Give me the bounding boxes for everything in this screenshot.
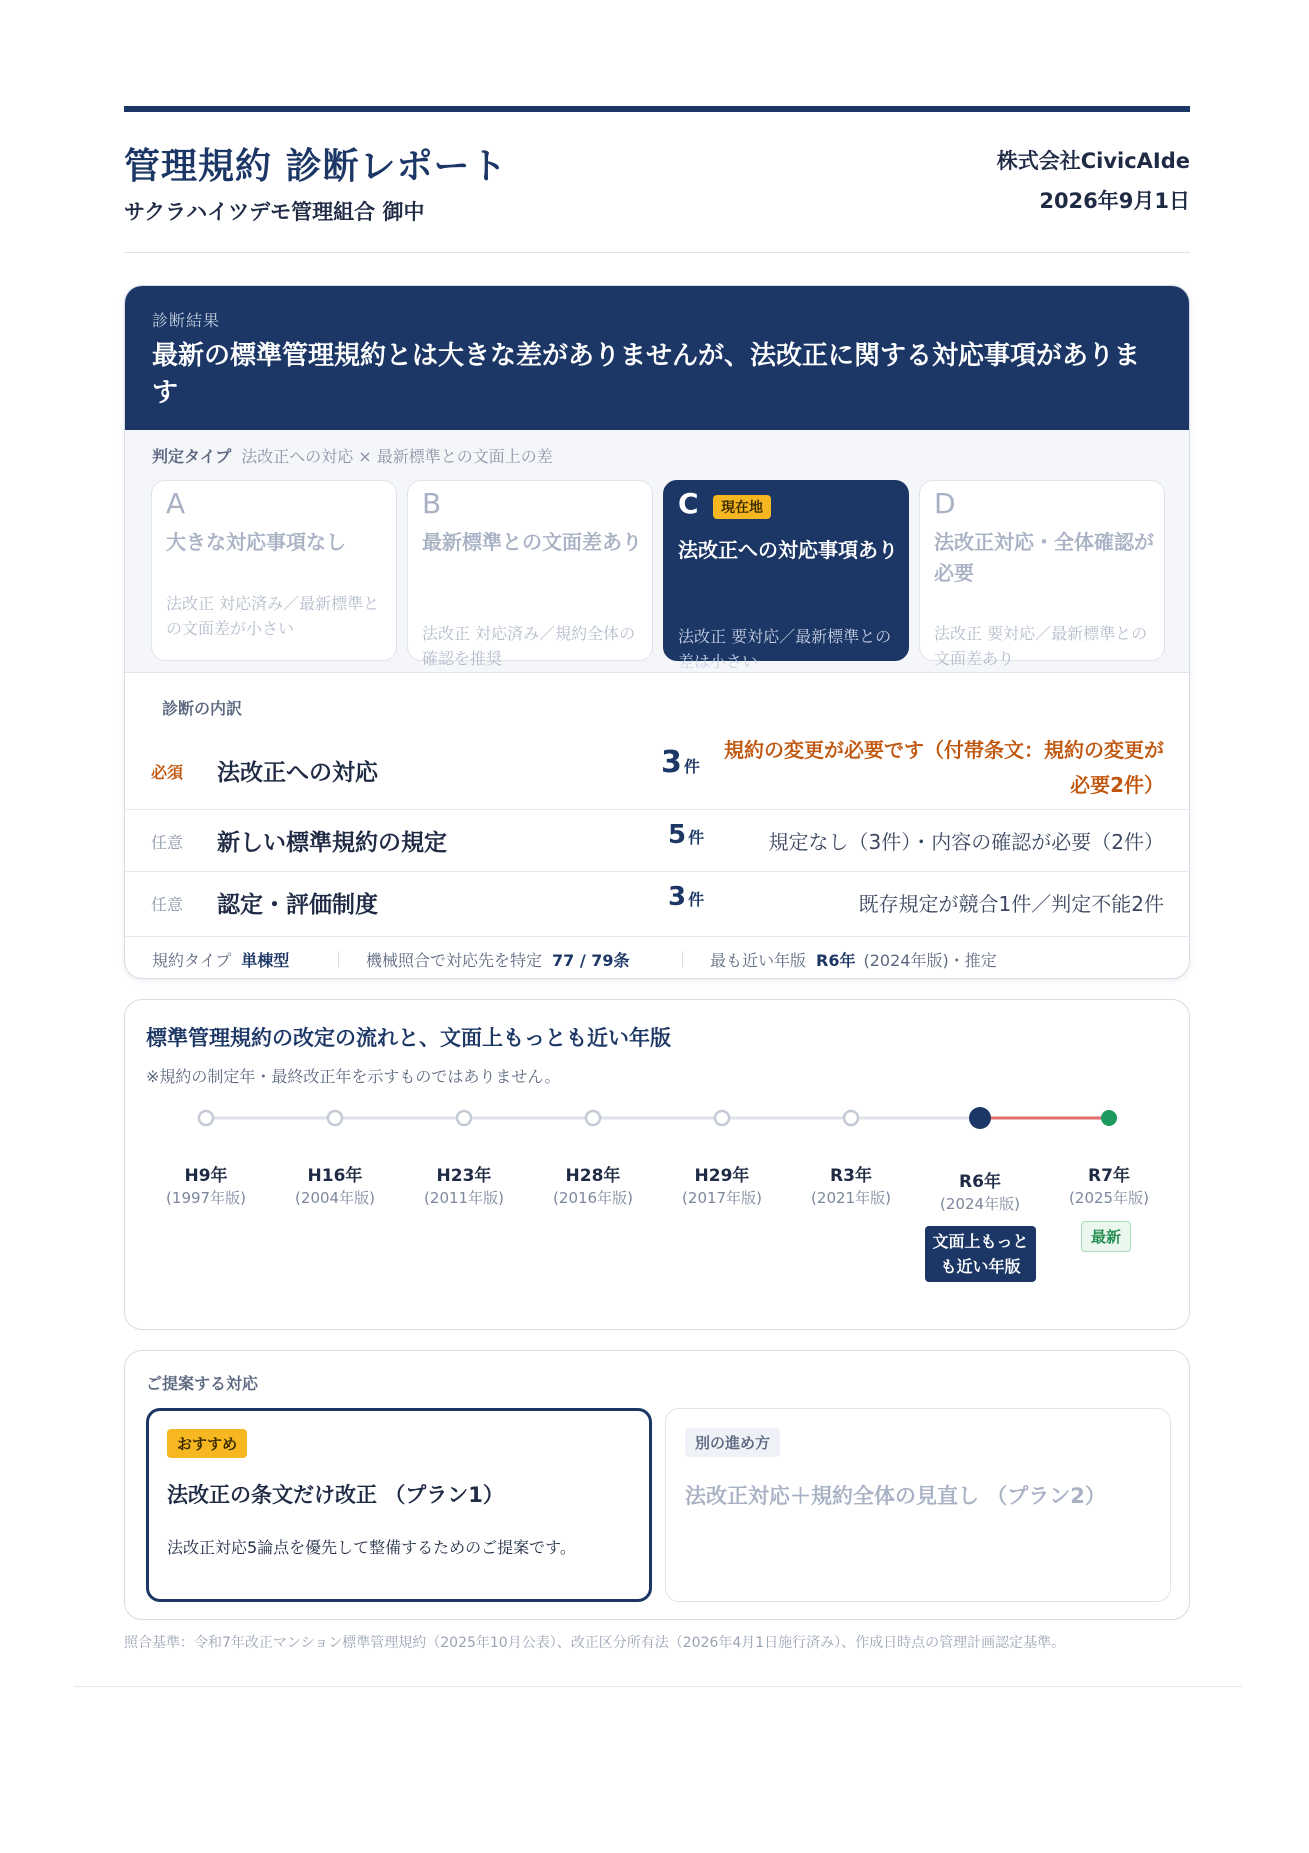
bottom-rule <box>74 1686 1242 1687</box>
alternative-badge: 別の進め方 <box>685 1428 780 1457</box>
type-caption-label: 判定タイプ <box>152 447 232 466</box>
page-title: 管理規約 診断レポート <box>124 146 508 187</box>
count-value: 3 <box>668 882 687 912</box>
type-box-a <box>151 480 397 661</box>
breakdown-count <box>668 820 704 850</box>
breakdown-row-legal <box>125 731 1190 809</box>
optional-tag: 任意 <box>151 895 184 914</box>
type-box-d <box>919 480 1165 668</box>
recommended-badge: おすすめ <box>167 1429 247 1458</box>
breakdown-row-certification <box>125 871 1190 933</box>
timeline-version-label: (2024年版) <box>940 1195 1020 1213</box>
result-label: 診断結果 <box>152 311 221 330</box>
meta-type-value: 単棟型 <box>241 951 290 970</box>
type-name: 大きな対応事項なし <box>166 530 346 554</box>
footnote: 照合基準：令和7年改正マンション標準管理規約（2025年10月公表）、改正区分所有法（2026年4月1日施行済み）、作成日時点の管理計画認定基準。 <box>124 1635 1066 1651</box>
type-box-c <box>663 480 909 671</box>
timeline-point <box>199 1111 213 1125</box>
timeline-version-label: (1997年版) <box>166 1189 246 1207</box>
timeline-year-label: H16年 <box>307 1166 363 1186</box>
required-tag: 必須 <box>151 763 184 782</box>
type-name: 最新標準との文面差あり <box>422 530 642 554</box>
company-name: 株式会社CivicAIde <box>996 149 1190 173</box>
type-letter: B <box>422 487 442 520</box>
timeline-version-label: (2016年版) <box>553 1189 633 1207</box>
timeline-track <box>125 1100 1191 1140</box>
breakdown-count <box>668 882 704 912</box>
timeline-point-closest <box>969 1107 991 1129</box>
type-letter: C <box>678 487 699 520</box>
meta-type-label: 規約タイプ <box>152 951 232 970</box>
timeline-version-label: (2021年版) <box>811 1189 891 1207</box>
timeline-year-label: H23年 <box>436 1166 492 1186</box>
proposal-card <box>124 1350 1190 1620</box>
timeline-version-label: (2025年版) <box>1069 1189 1149 1207</box>
timeline-version-label: (2017年版) <box>682 1189 762 1207</box>
timeline-point <box>844 1111 858 1125</box>
breakdown-label: 新しい標準規約の規定 <box>217 830 447 856</box>
type-letter: D <box>934 487 956 520</box>
closest-version-badge: 文面上もっとも近い年版 <box>925 1226 1036 1282</box>
timeline-point-latest <box>1101 1110 1117 1126</box>
timeline-card <box>124 999 1190 1330</box>
timeline-year-label: R7年 <box>1088 1166 1130 1186</box>
plan-1-card[interactable] <box>146 1408 652 1602</box>
timeline-version-label: (2011年版) <box>424 1189 504 1207</box>
meta-separator <box>338 951 339 967</box>
recipient: サクラハイツデモ管理組合 御中 <box>124 200 425 224</box>
timeline-year-label: H9年 <box>184 1166 228 1186</box>
breakdown-note: 規定なし（3件）・内容の確認が必要（2件） <box>768 830 1164 854</box>
meta-type <box>152 948 289 971</box>
breakdown-count <box>661 745 700 780</box>
breakdown-label: 法改正への対応 <box>217 760 378 786</box>
timeline-point <box>715 1111 729 1125</box>
type-desc: 法改正 要対応／最新標準との差は小さい <box>678 627 892 671</box>
report-date: 2026年9月1日 <box>1039 189 1190 213</box>
optional-tag: 任意 <box>151 833 184 852</box>
breakdown-title: 診断の内訳 <box>162 699 243 718</box>
meta-separator <box>682 951 683 967</box>
header-divider <box>124 252 1190 253</box>
timeline-version-label: (2004年版) <box>295 1189 375 1207</box>
plan-2-card[interactable] <box>665 1408 1171 1602</box>
breakdown-row-standard <box>125 809 1190 871</box>
breakdown-note: 規約の変更が必要です（付帯条文：規約の変更が必要2件） <box>724 738 1164 797</box>
type-caption <box>152 444 553 467</box>
count-unit: 件 <box>688 890 705 909</box>
current-position-badge: 現在地 <box>713 495 771 519</box>
count-value: 5 <box>668 820 687 850</box>
timeline-title: 標準管理規約の改定の流れと、文面上もっとも近い年版 <box>146 1026 671 1050</box>
timeline-year-label: H28年 <box>565 1166 621 1186</box>
latest-version-badge: 最新 <box>1081 1221 1131 1252</box>
meta-closest-value: R6年 <box>816 951 856 970</box>
meta-closest-suffix: (2024年版)・推定 <box>863 951 997 970</box>
top-rule <box>124 106 1190 112</box>
timeline-year-label: R3年 <box>830 1166 872 1186</box>
type-box-b <box>407 480 653 668</box>
timeline-year-label: R6年 <box>959 1172 1001 1192</box>
timeline-point <box>457 1111 471 1125</box>
count-value: 3 <box>661 745 682 780</box>
result-card <box>124 285 1190 979</box>
type-desc: 法改正 要対応／最新標準との文面差あり <box>934 624 1148 668</box>
proposal-title: ご提案する対応 <box>146 1374 259 1393</box>
meta-match <box>366 948 630 971</box>
type-letter: A <box>166 487 186 520</box>
timeline-note: ※規約の制定年・最終改正年を示すものではありません。 <box>146 1067 561 1086</box>
type-caption-text: 法改正への対応 × 最新標準との文面上の差 <box>241 447 553 466</box>
timeline-point <box>586 1111 600 1125</box>
timeline-year-label: H29年 <box>694 1166 750 1186</box>
type-name: 法改正対応・全体確認が必要 <box>934 530 1154 585</box>
type-name: 法改正への対応事項あり <box>678 538 898 562</box>
type-desc: 法改正 対応済み／規約全体の確認を推奨 <box>422 624 636 668</box>
breakdown-label: 認定・評価制度 <box>217 892 378 918</box>
type-desc: 法改正 対応済み／最新標準との文面差が小さい <box>166 594 380 638</box>
meta-closest-label: 最も近い年版 <box>710 951 807 970</box>
breakdown-note: 既存規定が競合1件／判定不能2件 <box>858 892 1164 916</box>
plan-2-name: 法改正対応＋規約全体の見直し （プラン2） <box>685 1484 1106 1508</box>
plan-1-desc: 法改正対応5論点を優先して整備するためのご提案です。 <box>167 1538 576 1557</box>
meta-closest <box>710 948 997 971</box>
meta-match-value: 77 / 79条 <box>552 951 630 970</box>
timeline-point <box>328 1111 342 1125</box>
type-section <box>125 430 1190 673</box>
result-text: 最新の標準管理規約とは大きな差がありませんが、法改正に関する対応事項があります <box>152 341 1141 408</box>
meta-match-label: 機械照合で対応先を特定 <box>366 951 543 970</box>
meta-bar <box>125 936 1190 979</box>
count-unit: 件 <box>683 757 700 776</box>
result-header <box>125 286 1190 430</box>
count-unit: 件 <box>688 828 705 847</box>
plan-1-name: 法改正の条文だけ改正 （プラン1） <box>167 1483 504 1507</box>
